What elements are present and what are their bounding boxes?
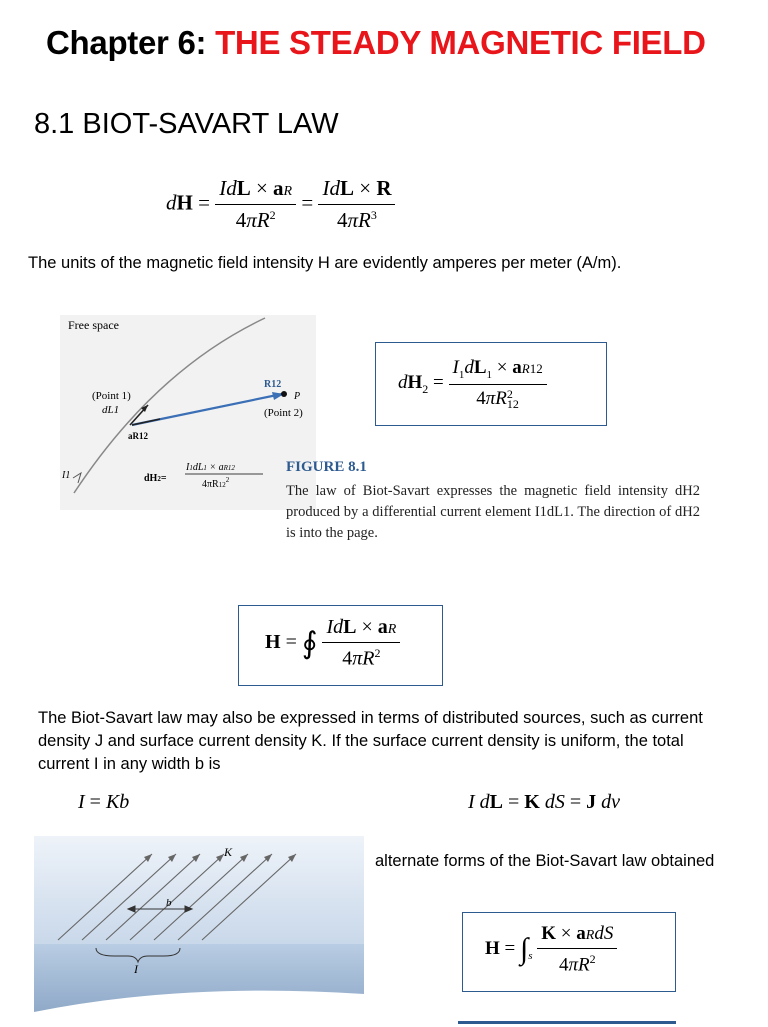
label-i: I <box>134 962 138 976</box>
h-closed-integral-equation: H = ∮ $\frac{\text{IdL × aR}}{4\pi R^2}$ <box>265 616 400 671</box>
small-dh2-equation <box>144 462 263 490</box>
figure-svg <box>60 315 316 510</box>
units-sentence: The units of the magnetic field intensity H are evidently amperes per meter (A/m). <box>28 254 622 272</box>
filament-arrow-icon <box>73 473 81 483</box>
distributed-sources-paragraph: The Biot-Savart law may also be expressed in terms of distributed sources, such as current density J and surface current density K. If the surface current density is uniform, the total current I in any width b is <box>38 709 703 773</box>
figure-caption-text: The law of Biot-Savart expresses the magnetic field intensity dH2 produced by a differential current element I1dL1. The direction of dH2 is into the page. <box>286 483 700 541</box>
section-heading: 8.1 BIOT-SAVART LAW <box>34 108 339 140</box>
integral-icon: ∫ <box>520 932 529 966</box>
sheet-front-face <box>34 944 364 1012</box>
label-i1: I1 <box>62 470 71 481</box>
biot-savart-equation: dH = $\frac{\text{IdL × aR}}{4\pi R^2}$ = $\frac{\text{IdL × R}}{4\pi R^3}$ <box>166 176 395 233</box>
label-point1: (Point 1) <box>92 390 131 402</box>
ar12-vector <box>132 419 160 425</box>
alternate-forms-text: alternate forms of the Biot-Savart law obtained <box>375 852 715 870</box>
point-p <box>281 391 287 397</box>
title-prefix: Chapter 6: <box>46 24 216 61</box>
label-r12: R12 <box>264 379 282 390</box>
dh2-equation-box <box>375 342 607 426</box>
label-p: P <box>294 391 301 402</box>
svg-text:dH2=: dH2= <box>144 473 167 484</box>
sheet-top-surface <box>34 836 364 944</box>
dh2-equation: $dH_2$ = $I_1dL_1 \times aR12$ 4πR2 12 <box>398 357 547 410</box>
svg-text:I1dL1 × aR12: I1dL1 × aR12 <box>186 462 235 473</box>
equation-i-kb: I = Kb <box>78 791 130 813</box>
h-surface-integral-box <box>462 912 676 992</box>
label-dl1: dL1 <box>102 404 120 416</box>
equation-idl-kds-jdv: I dL = K dS = J dv <box>468 791 621 813</box>
figure-8-1-diagram <box>60 315 316 510</box>
figure-caption-title: FIGURE 8.1 <box>286 459 367 475</box>
eq-lhs: dH = <box>166 190 210 215</box>
eq-fraction-1: $\frac{\text{IdL × aR}}{4\pi R^2}$ <box>215 176 296 233</box>
label-point2: (Point 2) <box>264 407 303 419</box>
label-free-space: Free space <box>68 318 119 332</box>
h-closed-integral-box <box>238 605 443 686</box>
h-surface-integral-equation: $H = \int_s$ $\frac{\text{K × aRdS}}{4\pi R^2}$ <box>485 923 617 976</box>
label-ar12: aR12 <box>128 431 148 441</box>
current-sheet-svg <box>34 832 364 1022</box>
eq-fraction-2: $\frac{\text{IdL × R}}{4\pi R^3}$ <box>318 176 395 233</box>
svg-text:4πR122: $4\pi R12^2$ <box>202 476 230 490</box>
page-title <box>46 24 706 62</box>
label-k: K <box>224 845 233 859</box>
contour-integral-icon: ∮ <box>301 626 318 660</box>
title-highlight: THE STEADY MAGNETIC FIELD <box>215 24 706 61</box>
label-b: b <box>166 897 172 909</box>
current-sheet-illustration <box>34 832 364 1022</box>
